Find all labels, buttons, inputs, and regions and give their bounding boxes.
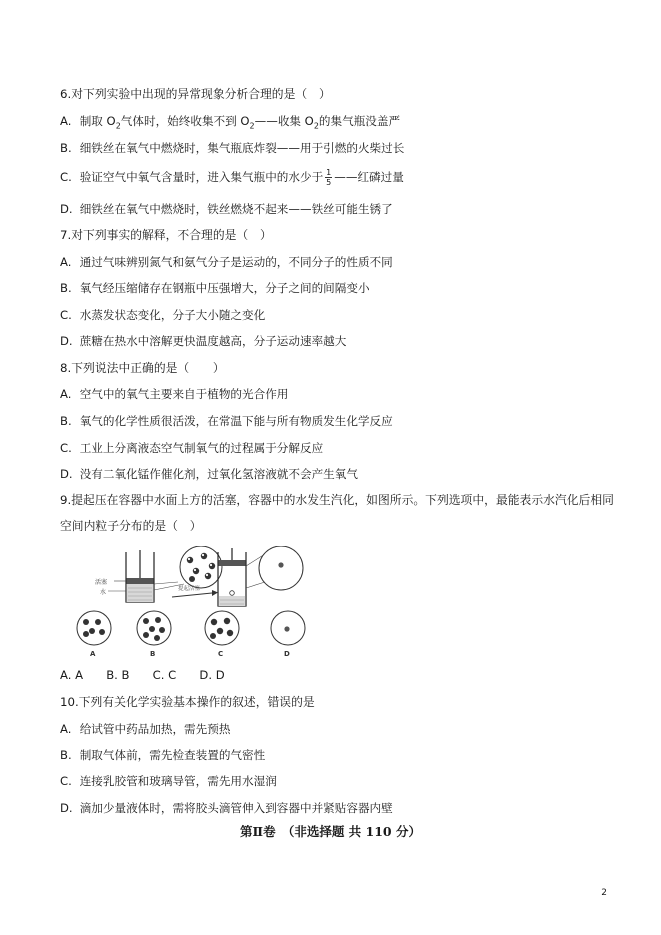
section-title: 第Ⅱ卷 （非选择题 共 110 分）: [240, 824, 421, 839]
piston-left: [127, 578, 154, 584]
zoom-circle-right: [246, 546, 303, 590]
q10-option-c: [60, 773, 277, 789]
option-text: 工业上分离液态空气制氧气的过程属于分解反应: [79, 441, 324, 455]
q8-option-d: [60, 466, 358, 482]
q6-option-a: [60, 113, 400, 134]
option-label: A.: [60, 255, 72, 269]
option-label: A.: [60, 114, 72, 128]
option-text: 气体时，始终收集不到 O: [120, 114, 250, 128]
fraction-denominator: 5: [326, 178, 332, 187]
piston-right: [219, 560, 246, 566]
q8-option-a: [60, 386, 288, 402]
circle-label-c: C: [218, 650, 224, 658]
answer-circle-d: [271, 611, 305, 658]
option-label: B.: [60, 748, 72, 762]
option-text: ——红磷过量: [334, 170, 404, 184]
option-label: A.: [60, 387, 72, 401]
fraction-numerator: 1: [326, 168, 332, 177]
answer-circle-c: [205, 611, 239, 658]
water-left: [127, 584, 154, 602]
option-label: D.: [60, 467, 73, 481]
label-lift: 提起活塞: [178, 586, 201, 592]
option-text: 氧气经压缩储存在钢瓶中压强增大，分子之间的间隔变小: [79, 281, 370, 295]
option-text: ——收集 O: [254, 114, 314, 128]
option-label: C.: [60, 441, 72, 455]
subscript: 2: [249, 121, 255, 131]
option-text: 氧气的化学性质很活泼，在常温下能与所有物质发生化学反应: [79, 414, 393, 428]
option-text: 通过气味辨别氮气和氨气分子是运动的，不同分子的性质不同: [79, 255, 393, 269]
q9-figure: [62, 546, 322, 658]
answer-circle-b: [137, 611, 171, 658]
option-text: 滴加少量液体时，需将胶头滴管伸入到容器中并紧贴容器内壁: [79, 801, 393, 815]
option-text: 没有二氧化锰作催化剂，过氧化氢溶液就不会产生氧气: [79, 467, 358, 481]
circle-label-d: D: [284, 650, 290, 658]
option-label: D.: [60, 801, 73, 815]
answer-circle-a: [77, 611, 111, 658]
option-text: 空气中的氧气主要来自于植物的光合作用: [79, 387, 289, 401]
q7-option-a: [60, 254, 393, 270]
left-container: [95, 550, 154, 602]
zoom-circle-left: [154, 546, 222, 590]
option-text: 细铁丝在氧气中燃烧时，铁丝燃烧不起来——铁丝可能生锈了: [79, 202, 393, 216]
option-text: 连接乳胶管和玻璃导管，需先用水湿润: [79, 774, 277, 788]
option-text: 制取 O: [79, 114, 116, 128]
option-text: 给试管中药品加热，需先预热: [79, 722, 231, 736]
circle-label-a: A: [90, 650, 96, 658]
subscript: 2: [115, 121, 121, 131]
q9-stem-line2: 空间内粒子分布的是（ ）: [60, 519, 202, 533]
option-text: 蔗糖在热水中溶解更快温度越高，分子运动速率越大: [79, 334, 347, 348]
q10-option-a: [60, 721, 230, 737]
circle-label-b: B: [150, 650, 156, 658]
page-number: 2: [601, 888, 607, 898]
option-label: B.: [60, 414, 72, 428]
q6-option-b: [60, 140, 404, 156]
option-label: C.: [60, 308, 72, 322]
q9-diagram: [62, 546, 322, 658]
water-right: [219, 596, 246, 606]
option-text: 水蒸发状态变化，分子大小随之变化: [79, 308, 266, 322]
q9-stem-line1: 9.提起压在容器中水面上方的活塞，容器中的水发生汽化，如图所示。下列选项中，最能表示水汽化后相同: [60, 493, 614, 507]
q10-stem: 10.下列有关化学实验基本操作的叙述，错误的是: [60, 695, 315, 709]
option-text: 细铁丝在氧气中燃烧时，集气瓶底炸裂——用于引燃的火柴过长: [79, 141, 405, 155]
option-label: D.: [60, 334, 73, 348]
option-label: B.: [60, 281, 72, 295]
q10-option-d: [60, 800, 393, 816]
q6-option-c: [60, 168, 404, 187]
q6-option-d: [60, 201, 393, 217]
q6-stem: 6.对下列实验中出现的异常现象分析合理的是（ ）: [60, 87, 331, 101]
q10-option-b: [60, 747, 265, 763]
label-water: 水: [100, 589, 107, 596]
q8-option-c: [60, 440, 323, 456]
option-label: D.: [60, 202, 73, 216]
option-label: B.: [60, 141, 72, 155]
option-label: A.: [60, 722, 72, 736]
option-label: C.: [60, 170, 72, 184]
q7-option-d: [60, 333, 346, 349]
q7-option-b: [60, 280, 370, 296]
q7-option-c: [60, 307, 265, 323]
subscript: 2: [313, 121, 319, 131]
option-text: 制取气体前，需先检查装置的气密性: [79, 748, 266, 762]
fraction-one-fifth: [325, 168, 332, 187]
q8-stem: 8.下列说法中正确的是（ ）: [60, 361, 225, 375]
option-label: C.: [60, 774, 72, 788]
option-text: 的集气瓶没盖严: [318, 114, 401, 128]
right-container: [218, 548, 246, 606]
q7-stem: 7.对下列事实的解释，不合理的是（ ）: [60, 228, 272, 242]
option-text: 验证空气中氧气含量时，进入集气瓶中的水少于: [79, 170, 324, 184]
q8-option-b: [60, 413, 393, 429]
q9-options: A. A B. B C. C D. D: [60, 668, 225, 682]
label-piston: 活塞: [95, 579, 108, 586]
